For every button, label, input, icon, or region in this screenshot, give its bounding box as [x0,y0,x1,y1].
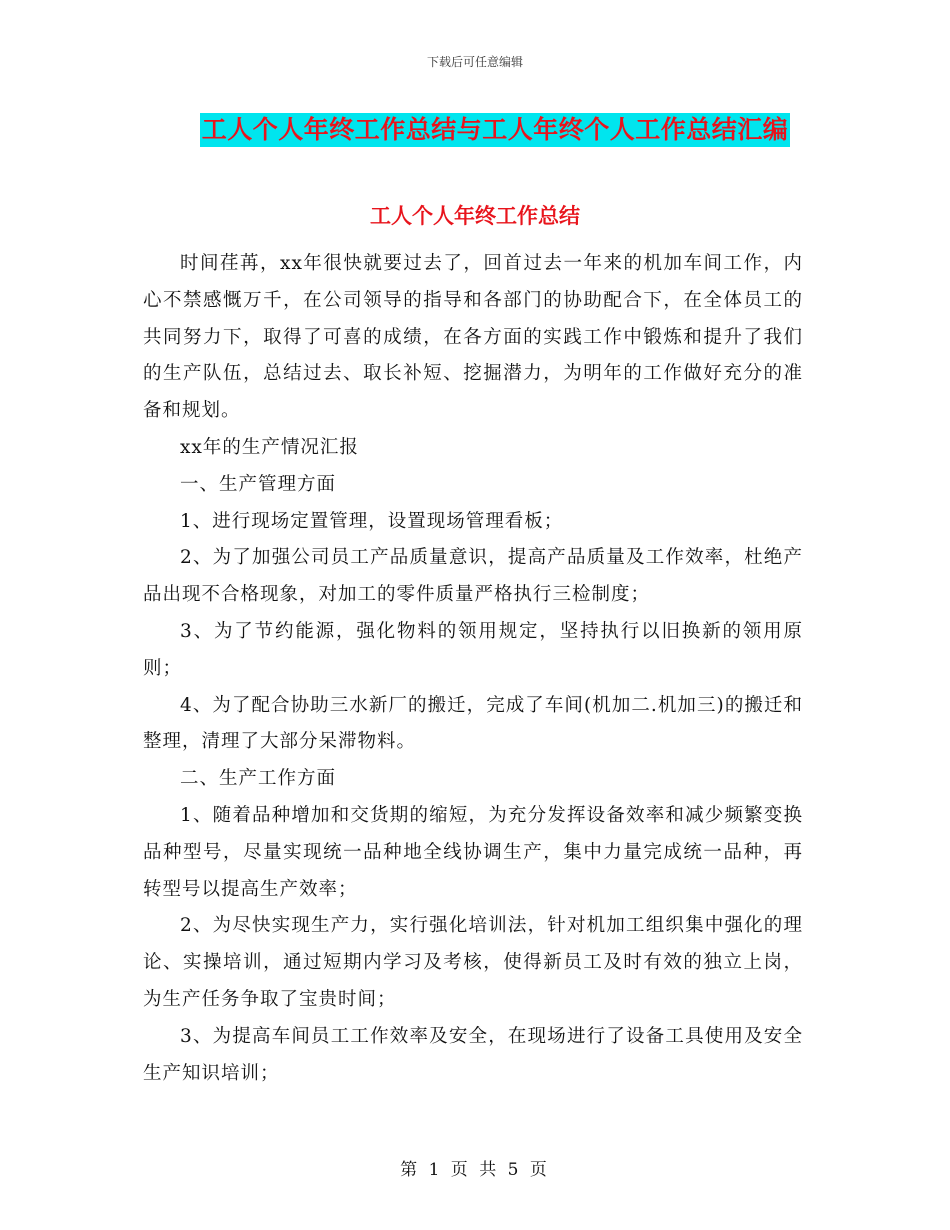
document-body [143,246,803,1092]
document-title: 工人个人年终工作总结与工人年终个人工作总结汇编 [200,113,791,147]
paragraph-heading-management: 一、生产管理方面 [180,473,337,495]
paragraph-management-item-4: 4、为了配合协助三水新厂的搬迁，完成了车间(机加二.机加三)的搬迁和整理，清理了大部分呆滞物料。 [143,694,803,753]
paragraph-heading-production: 二、生产工作方面 [180,768,337,790]
paragraph-production-item-1: 1、随着品种增加和交货期的缩短，为充分发挥设备效率和减少频繁变换品种型号，尽量实现统一品种地全线协调生产，集中力量完成统一品种，再转型号以提高生产效率； [143,804,803,900]
document-title-container [0,113,950,147]
paragraph-production-item-2: 2、为尽快实现生产力，实行强化培训法，针对机加工组织集中强化的理论、实操培训，通过短期内学习及考核，使得新员工及时有效的独立上岗，为生产任务争取了宝贵时间； [143,915,803,1010]
page-number-footer: 第 1 页 共 5 页 [400,1160,550,1180]
page-header-note: 下载后可任意编辑 [426,55,523,69]
paragraph-intro: 时间荏苒，xx年很快就要过去了，回首过去一年来的机加车间工作，内心不禁感慨万千，在公司领导的指导和各部门的协助配合下，在全体员工的共同努力下，取得了可喜的成绩，在各方面的实践工作中锻炼和提升了我们的生产队伍，总结过去、取长补短、挖掘潜力，为明年的工作做好充分的准备和规划。 [143,253,803,422]
paragraph-management-item-3: 3、为了节约能源，强化物料的领用规定，坚持执行以旧换新的领用原则； [143,620,803,679]
paragraph-management-item-1: 1、进行现场定置管理，设置现场管理看板； [180,510,564,532]
paragraph-management-item-2: 2、为了加强公司员工产品质量意识，提高产品质量及工作效率，杜绝产品出现不合格现象，对加工的零件质量严格执行三检制度； [143,547,803,606]
paragraph-report-heading: xx年的生产情况汇报 [180,436,359,458]
paragraph-production-item-3: 3、为提高车间员工工作效率及安全，在现场进行了设备工具使用及安全生产知识培训； [143,1025,803,1084]
section-title: 工人个人年终工作总结 [370,204,580,228]
